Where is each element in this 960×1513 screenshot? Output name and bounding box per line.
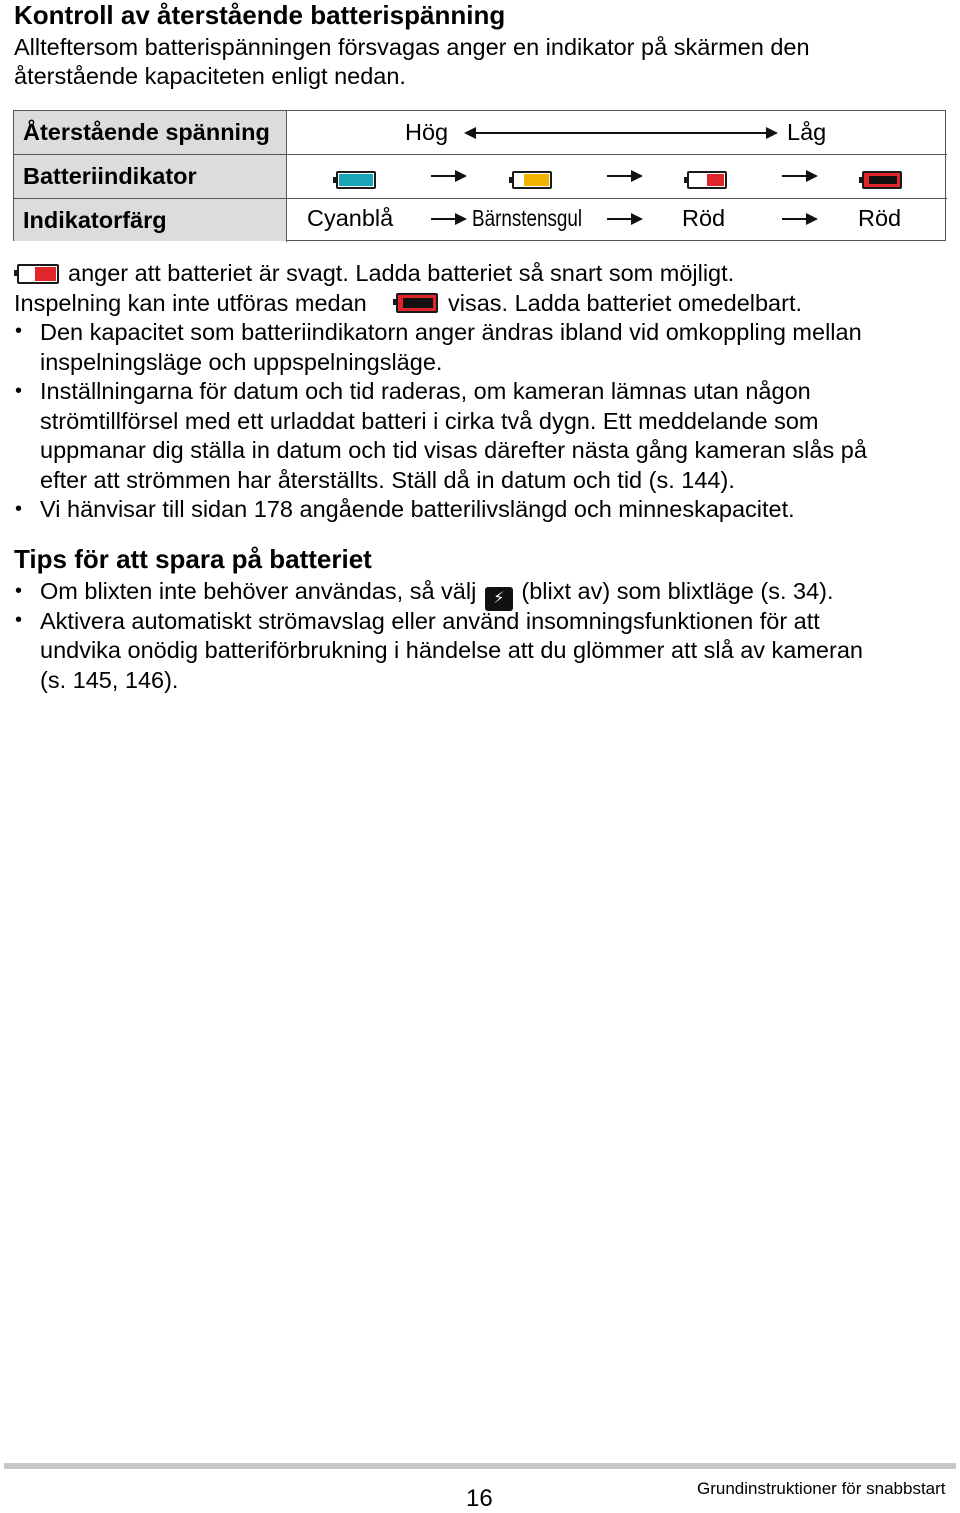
note-line-2b: visas. Ladda batteriet omedelbart. [448,290,803,316]
bullet-dot: • [15,580,23,602]
color-red-1: Röd [682,205,726,231]
bullet1-line1: Den kapacitet som batteriindikatorn anger ändras ibland vid omkoppling mellan [40,319,862,345]
battery-table [13,110,946,241]
battery-full-icon [336,171,376,189]
bullet2-line1: Inställningarna för datum och tid raderas, om kameran lämnas utan någon [40,378,811,404]
row-label-battery-indicator: Batteriindikator [14,155,286,198]
row-label-indicator-color: Indikatorfärg [14,199,286,241]
chapter-title: Grundinstruktioner för snabbstart [697,1479,946,1498]
bullet-dot: • [15,498,23,520]
flash-off-icon: ⚡ [485,587,513,611]
note-line-1: anger att batteriet är svagt. Ladda batteriet så snart som möjligt. [68,260,735,286]
tips-bullet2-line3: (s. 145, 146). [40,667,179,693]
bullet2-line3: uppmanar dig ställa in datum och tid visas därefter nästa gång kameran slås på [40,437,867,463]
arrow-right-icon [607,218,641,220]
row-label-remaining-voltage: Återstående spänning [14,111,286,154]
arrow-right-icon [782,218,816,220]
battery-half-icon [512,171,552,189]
intro-line-1: Allteftersom batterispänningen försvagas anger en indikator på skärmen den [14,34,810,60]
tips-bullet2-line1: Aktivera automatiskt strömavslag eller använd insomningsfunktionen för att [40,608,820,634]
tips-bullet2-line2: undvika onödig batteriförbrukning i händelse att du glömmer att slå av kameran [40,637,863,663]
intro-line-2: återstående kapaciteten enligt nedan. [14,63,406,89]
arrow-right-icon [431,175,465,177]
note-line-2a: Inspelning kan inte utföras medan [14,290,367,316]
bullet2-line2: strömtillförsel med ett urladdat batteri i cirka två dygn. Ett meddelande som [40,408,819,434]
footer-rule [4,1463,956,1469]
battery-low-inline-icon [17,264,59,284]
label-high: Hög [405,119,449,145]
arrow-right-icon [782,175,816,177]
color-red-2: Röd [858,205,902,231]
section-title-battery-tips: Tips för att spara på batteriet [14,544,372,574]
label-low: Låg [787,119,827,145]
bullet-dot: • [15,320,23,342]
color-amber: Bärnstensgul [472,205,583,231]
tips-bullet1-b: (blixt av) som blixtläge (s. 34). [521,578,834,604]
bullet3-line: Vi hänvisar till sidan 178 angående batterilivslängd och minneskapacitet. [40,496,795,522]
bullet-dot: • [15,380,23,402]
battery-empty-inline-icon [396,293,438,313]
battery-empty-icon [862,171,902,189]
double-arrow-icon [466,132,776,134]
battery-low-icon [687,171,727,189]
bullet2-line4: efter att strömmen har återställts. Ställ då in datum och tid (s. 144). [40,467,735,493]
page-number: 16 [466,1485,493,1512]
arrow-right-icon [431,218,465,220]
color-cyan: Cyanblå [307,205,394,231]
bullet1-line2: inspelningsläge och uppspelningsläge. [40,349,443,375]
tips-bullet1-a: Om blixten inte behöver användas, så välj [40,578,477,604]
section-title-battery-check: Kontroll av återstående batterispänning [14,0,506,30]
bullet-dot: • [15,609,23,631]
tips-bullet1 [40,577,834,611]
arrow-right-icon [607,175,641,177]
